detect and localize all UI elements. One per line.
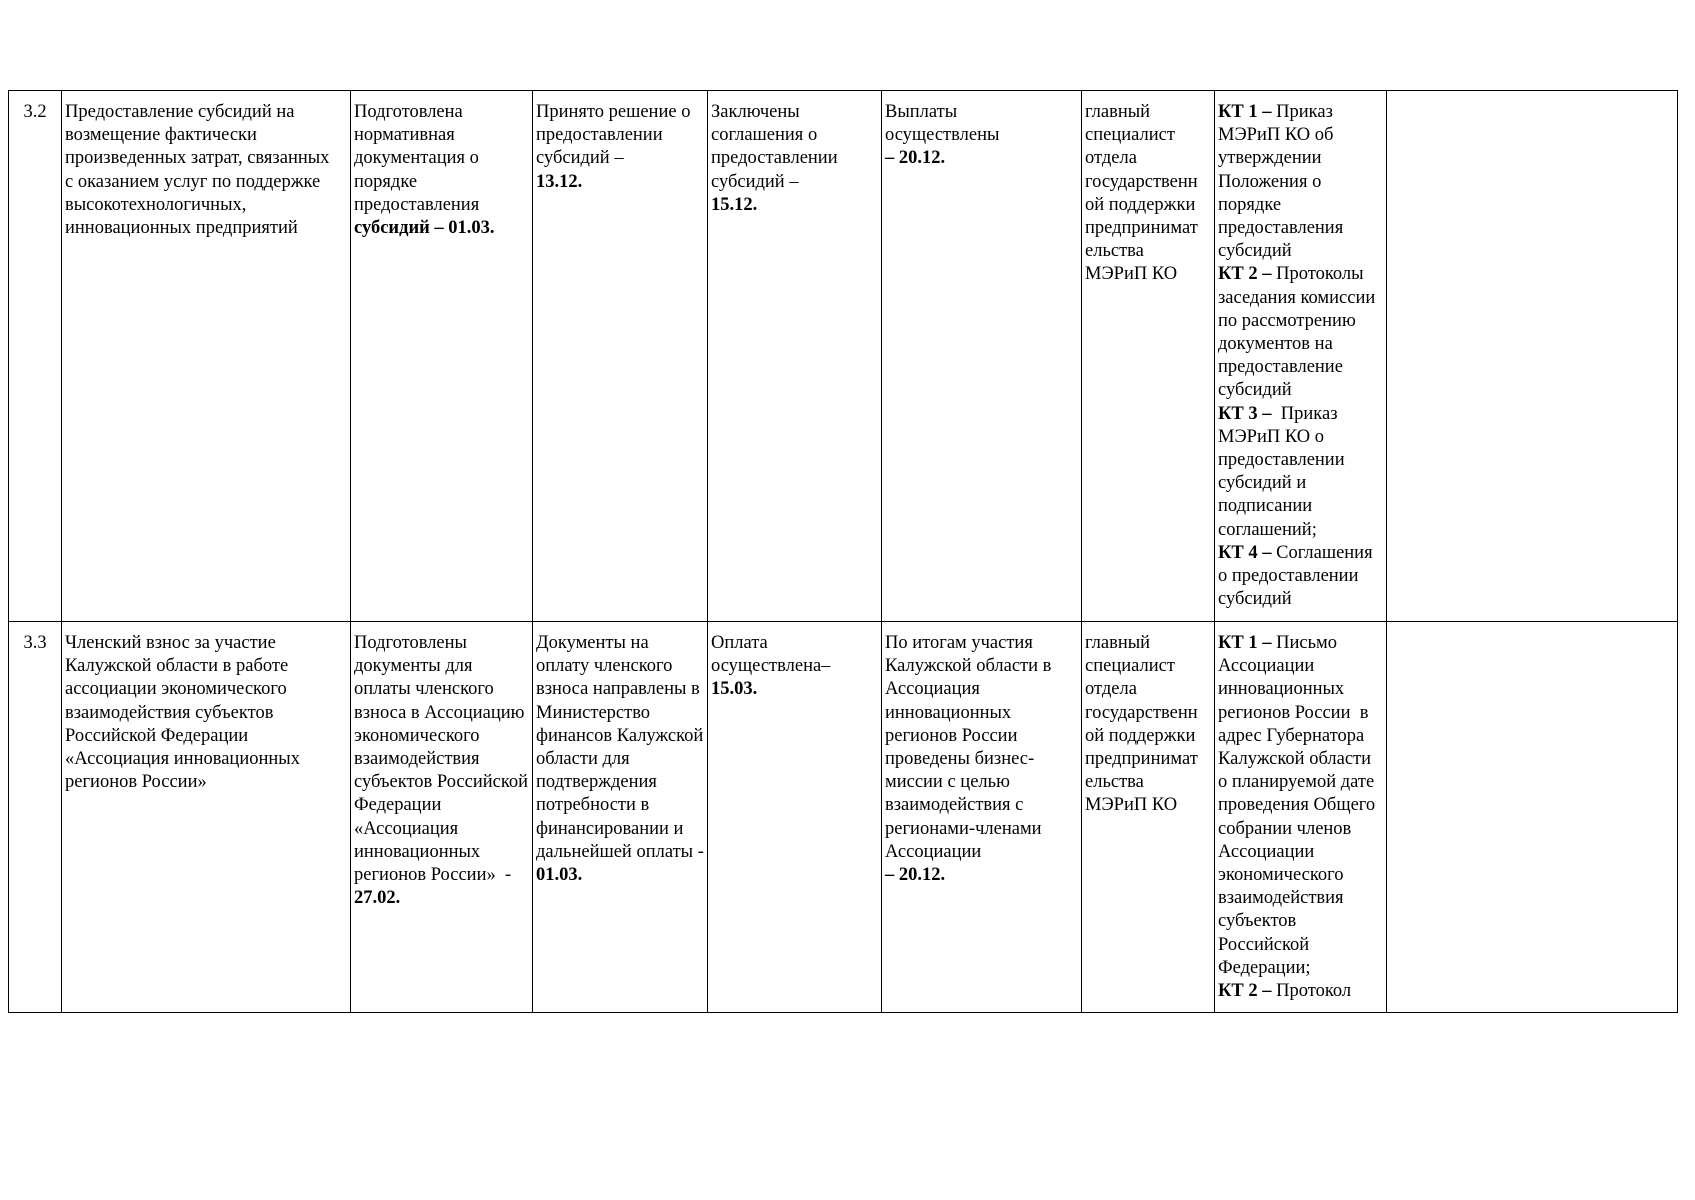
- text-line: 15.12.: [711, 194, 758, 215]
- text-line: регионов России» -: [354, 865, 512, 886]
- text-line: утверждении: [1218, 148, 1322, 169]
- text-line: предоставлении: [711, 148, 838, 169]
- text-line: ой поддержки: [1085, 725, 1196, 746]
- text-line: осуществлены: [885, 125, 1000, 146]
- text-line: По итогам участия: [885, 633, 1033, 653]
- text-line: – 20.12.: [885, 148, 946, 169]
- text-line: документация о: [354, 148, 479, 169]
- checkpoint-line: [1218, 632, 1383, 655]
- plan-table: [8, 90, 1678, 1013]
- text-line: специалист: [1085, 125, 1175, 146]
- text-line: миссии с целью: [885, 772, 1010, 793]
- text-line: адрес Губернатора: [1218, 725, 1365, 746]
- result-cell: [882, 622, 1082, 1013]
- text-line: Выплаты: [885, 102, 958, 122]
- text-line: 15.03.: [711, 679, 758, 700]
- text-fragment: Соглашения: [1271, 542, 1373, 563]
- text-line: взаимодействия: [354, 749, 480, 770]
- result-cell: [351, 91, 533, 622]
- table-row: [9, 622, 1678, 1013]
- activity-cell: [62, 91, 351, 622]
- text-line: документов на: [1218, 334, 1333, 355]
- text-fragment: Письмо: [1271, 633, 1338, 653]
- text-line: ельства: [1085, 772, 1144, 793]
- checkpoint-label: КТ 1 –: [1218, 633, 1272, 653]
- text-line: субъектов: [1218, 911, 1297, 932]
- text-line: Калужской области в: [885, 656, 1052, 677]
- text-line: субсидий: [1218, 589, 1292, 610]
- text-line: области для: [536, 749, 630, 770]
- text-line: Членский взнос за участие: [65, 633, 276, 653]
- text-line: высокотехнологичных,: [65, 194, 247, 215]
- checkpoints-cell: [1215, 91, 1387, 622]
- text-line: по рассмотрению: [1218, 310, 1356, 331]
- text-line: предпринимат: [1085, 749, 1198, 770]
- checkpoints-cell: [1215, 622, 1387, 1013]
- text-line: субсидий: [1218, 241, 1292, 262]
- text-line: – 20.12.: [885, 865, 946, 886]
- text-line: субсидий и: [1218, 473, 1307, 494]
- row-number: 3.2: [9, 91, 62, 622]
- text-line: регионов России»: [65, 772, 207, 793]
- checkpoint-label: КТ 4 –: [1218, 542, 1272, 563]
- text-line: предоставлении: [1218, 450, 1345, 471]
- result-cell: [708, 622, 882, 1013]
- empty-cell: [1387, 91, 1678, 622]
- text-line: МЭРиП КО: [1085, 795, 1178, 816]
- responsible-cell: [1082, 622, 1215, 1013]
- text-line: субсидий – 01.03.: [354, 218, 495, 239]
- text-line: потребности в: [536, 795, 650, 816]
- text-line: ельства: [1085, 241, 1144, 262]
- text-line: Ассоциации: [885, 841, 982, 862]
- text-line: оплаты членского: [354, 679, 494, 700]
- text-line: Калужской области: [1218, 749, 1372, 770]
- checkpoint-label: КТ 2 –: [1218, 981, 1272, 1002]
- text-line: 01.03.: [536, 865, 583, 886]
- text-line: собрании членов: [1218, 818, 1352, 839]
- text-line: инновационных предприятий: [65, 218, 298, 239]
- text-line: Заключены: [711, 102, 800, 122]
- text-line: порядке: [1218, 194, 1282, 215]
- responsible-cell: [1082, 91, 1215, 622]
- text-line: Федерации;: [1218, 957, 1311, 978]
- text-line: о планируемой дате: [1218, 772, 1375, 793]
- empty-cell: [1387, 622, 1678, 1013]
- text-line: Положения о: [1218, 171, 1322, 192]
- text-line: документы для: [354, 656, 473, 677]
- checkpoint-line: [1218, 403, 1383, 426]
- checkpoint-label: КТ 1 –: [1218, 102, 1272, 122]
- text-line: Подготовлена: [354, 102, 463, 122]
- text-line: инновационных: [354, 841, 481, 862]
- text-line: Ассоциация: [885, 679, 980, 700]
- text-line: взаимодействия с: [885, 795, 1024, 816]
- text-line: с оказанием услуг по поддержке: [65, 171, 321, 192]
- text-line: Ассоциации: [1218, 841, 1315, 862]
- activity-cell: [62, 622, 351, 1013]
- text-line: взноса в Ассоциацию: [354, 702, 525, 723]
- text-line: инновационных: [885, 702, 1012, 723]
- checkpoint-line: [1218, 542, 1383, 565]
- text-line: проведения Общего: [1218, 795, 1376, 816]
- text-line: Подготовлены: [354, 633, 467, 653]
- checkpoint-label: КТ 3 –: [1218, 403, 1272, 424]
- text-line: «Ассоциация инновационных: [65, 749, 300, 770]
- text-line: МЭРиП КО об: [1218, 125, 1334, 146]
- checkpoint-line: [1218, 101, 1383, 124]
- text-line: о предоставлении: [1218, 566, 1359, 587]
- text-line: Федерации: [354, 795, 442, 816]
- text-line: порядке: [354, 171, 418, 192]
- text-line: Принято решение о: [536, 102, 691, 122]
- checkpoint-line: [1218, 980, 1383, 1003]
- text-line: заседания комиссии: [1218, 287, 1376, 308]
- text-line: предоставления: [354, 194, 480, 215]
- text-line: отдела: [1085, 148, 1137, 169]
- result-cell: [708, 91, 882, 622]
- text-line: Предоставление субсидий на: [65, 102, 295, 122]
- text-line: взноса направлены в: [536, 679, 700, 700]
- text-fragment: Приказ: [1271, 403, 1338, 424]
- text-line: ой поддержки: [1085, 194, 1196, 215]
- text-line: финансировании и: [536, 818, 684, 839]
- text-line: государственн: [1085, 702, 1198, 723]
- text-line: регионами-членами: [885, 818, 1042, 839]
- text-line: Калужской области в работе: [65, 656, 289, 677]
- text-line: нормативная: [354, 125, 455, 146]
- text-line: государственн: [1085, 171, 1198, 192]
- text-line: субсидий: [1218, 380, 1292, 401]
- text-line: соглашений;: [1218, 519, 1317, 540]
- text-line: подтверждения: [536, 772, 657, 793]
- text-line: подписании: [1218, 496, 1313, 517]
- text-line: возмещение фактически: [65, 125, 257, 146]
- text-line: Министерство: [536, 702, 651, 723]
- text-line: субсидий –: [711, 171, 799, 192]
- text-line: предпринимат: [1085, 218, 1198, 239]
- result-cell: [533, 91, 708, 622]
- result-cell: [351, 622, 533, 1013]
- text-line: 13.12.: [536, 171, 583, 192]
- text-line: субъектов Российской: [354, 772, 529, 793]
- text-line: экономического: [1218, 865, 1344, 886]
- text-line: главный: [1085, 633, 1151, 653]
- checkpoint-label: КТ 2 –: [1218, 264, 1272, 285]
- text-line: субсидий –: [536, 148, 624, 169]
- text-line: финансов Калужской: [536, 725, 704, 746]
- text-fragment: Протокол: [1271, 981, 1352, 1002]
- text-fragment: Протоколы: [1271, 264, 1364, 285]
- text-line: МЭРиП КО: [1085, 264, 1178, 285]
- text-line: специалист: [1085, 656, 1175, 677]
- text-line: инновационных: [1218, 679, 1345, 700]
- text-line: регионов России: [885, 725, 1018, 746]
- text-line: проведены бизнес-: [885, 749, 1035, 770]
- text-line: отдела: [1085, 679, 1137, 700]
- text-line: 27.02.: [354, 888, 401, 909]
- text-line: соглашения о: [711, 125, 818, 146]
- text-line: взаимодействия: [1218, 888, 1344, 909]
- text-line: «Ассоциация: [354, 818, 459, 839]
- text-line: главный: [1085, 102, 1151, 122]
- text-line: Оплата: [711, 633, 768, 653]
- text-line: экономического: [354, 725, 480, 746]
- text-line: осуществлена–: [711, 656, 831, 677]
- text-line: Российской: [1218, 934, 1310, 955]
- text-line: Документы на: [536, 633, 649, 653]
- text-fragment: Приказ: [1271, 102, 1333, 122]
- text-line: ассоциации экономического: [65, 679, 287, 700]
- result-cell: [533, 622, 708, 1013]
- text-line: предоставлении: [536, 125, 663, 146]
- text-line: оплату членского: [536, 656, 673, 677]
- text-line: Ассоциации: [1218, 656, 1315, 677]
- table-row: [9, 91, 1678, 622]
- checkpoint-line: [1218, 263, 1383, 286]
- text-line: дальнейшей оплаты -: [536, 841, 704, 862]
- text-line: предоставление: [1218, 357, 1343, 378]
- text-line: предоставления: [1218, 218, 1344, 239]
- result-cell: [882, 91, 1082, 622]
- text-line: произведенных затрат, связанных: [65, 148, 330, 169]
- text-line: Российской Федерации: [65, 725, 249, 746]
- row-number: 3.3: [9, 622, 62, 1013]
- text-line: взаимодействия субъектов: [65, 702, 274, 723]
- text-line: МЭРиП КО о: [1218, 426, 1324, 447]
- text-line: регионов России в: [1218, 702, 1369, 723]
